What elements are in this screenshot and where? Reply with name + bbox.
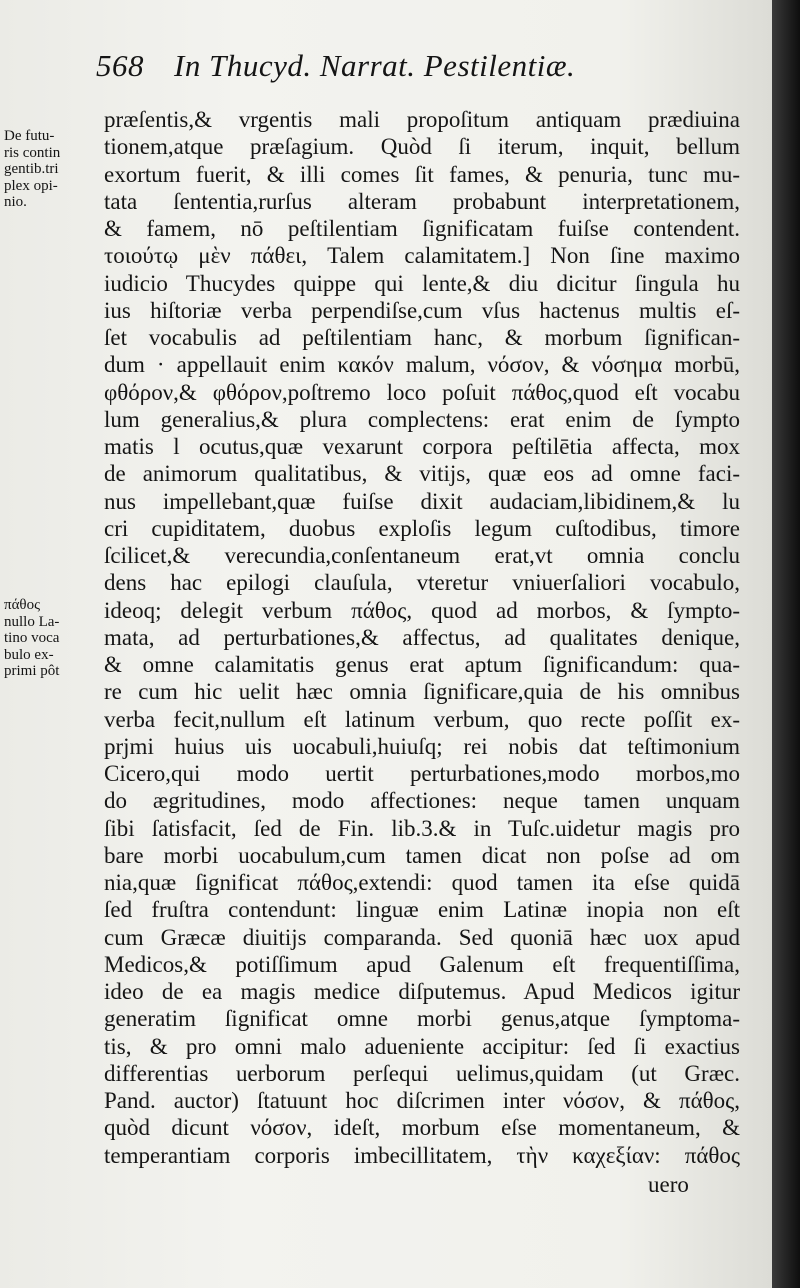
margin-note: πάθος nullo La- tino voca bulo ex- primi pôt <box>4 597 60 679</box>
text-line: Cicero,qui modo uertit perturbationes,modo morbos,mo <box>104 761 740 786</box>
text-line: nia,quæ ſignificat πάθος,extendi: quod tamen ita eſse quidā <box>104 870 740 895</box>
body-text <box>104 106 740 1169</box>
margin-note: De futu- ris contin gentib.tri plex opi- nio. <box>4 128 61 210</box>
page-number: 568 <box>96 48 144 83</box>
text-line: tis, & pro omni malo adueniente accipitur: ſed ſi exactius <box>104 1033 740 1059</box>
running-title: In Thucyd. Narrat. Pestilentiæ. <box>174 48 576 83</box>
page-header <box>96 46 656 86</box>
text-line: prjmi huius uis uocabuli,huiuſq; rei nobis dat teſtimonium <box>104 733 740 759</box>
text-line: bare morbi uocabulum,cum tamen dicat non poſse ad om <box>104 842 740 868</box>
text-line: tata ſententia,rurſus alteram probabunt interpretationem, <box>104 188 740 214</box>
text-line: ſed fruſtra contendunt: linguæ enim Latinæ inopia non eſt <box>104 897 740 923</box>
text-line: quòd dicunt νόσον, ideſt, morbum eſse momentaneum, & <box>104 1115 740 1141</box>
text-line: do ægritudines, modo affectiones: neque tamen unquam <box>104 788 740 814</box>
text-line: verba fecit,nullum eſt latinum verbum, quo recte poſſit ex- <box>104 706 740 732</box>
text-line: præſentis,& vrgentis mali propoſitum antiquam prædiuina <box>104 107 740 132</box>
text-line: Pand. auctor) ſtatuunt hoc diſcrimen inter νόσον, & πάθος, <box>104 1088 740 1113</box>
text-line: tionem,atque præſagium. Quòd ſi iterum, inquit, bellum <box>104 134 740 160</box>
text-line: differentias uerborum perſequi uelimus,quidam (ut Græc. <box>104 1060 740 1086</box>
text-line: cri cupiditatem, duobus exploſis legum cuſtodibus, timore <box>104 515 740 541</box>
text-line: & omne calamitatis genus erat aptum ſignificandum: qua- <box>104 652 740 677</box>
text-line: temperantiam corporis imbecillitatem, τὴν καχεξίαν: πάθος <box>104 1142 740 1168</box>
text-line: dens hac epilogi clauſula, vteretur vniuerſaliori vocabulo, <box>104 570 740 596</box>
text-line: generatim ſignificat omne morbi genus,atque ſymptoma- <box>104 1006 740 1032</box>
text-line: exortum fuerit, & illi comes ſit fames, & penuria, tunc mu- <box>104 161 740 187</box>
text-line: φθόρον,& φθόρον,poſtremo loco poſuit πάθος,quod eſt vocabu <box>104 379 740 405</box>
text-line: lum generalius,& plura complectens: erat enim de ſympto <box>104 406 740 432</box>
text-line: ſet vocabulis ad peſtilentiam hanc, & morbum ſignifican- <box>104 325 740 350</box>
text-line: cum Græcæ diuitijs comparanda. Sed quoniā hæc uox apud <box>104 924 740 950</box>
text-line: ſibi ſatisfacit, ſed de Fin. lib.3.& in Tuſc.uidetur magis pro <box>104 815 740 841</box>
text-line: nus impellebant,quæ fuiſse dixit audaciam,libidinem,& lu <box>104 488 740 514</box>
text-line: & famem, nō peſtilentiam ſignificatam fuiſse contendent. <box>104 216 740 241</box>
text-line: Medicos,& potiſſimum apud Galenum eſt frequentiſſima, <box>104 951 740 977</box>
text-line: matis l ocutus,quæ vexarunt corpora peſtilētia affecta, mox <box>104 434 740 459</box>
text-line: de animorum qualitatibus, & vitijs, quæ eos ad omne faci- <box>104 461 740 487</box>
text-line: ſcilicet,& verecundia,conſentaneum erat,vt omnia conclu <box>104 543 740 568</box>
text-line: mata, ad perturbationes,& affectus, ad qualitates denique, <box>104 624 740 650</box>
book-spine <box>772 0 800 1288</box>
text-line: dum · appellauit enim κακόν malum, νόσον, & νόσημα morbū, <box>104 352 740 378</box>
catchword: uero <box>648 1172 689 1197</box>
text-line: ideo de ea magis medice diſputemus. Apud Medicos igitur <box>104 979 740 1004</box>
text-line: re cum hic uelit hæc omnia ſignificare,quia de his omnibus <box>104 679 740 705</box>
text-line: τοιούτῳ μὲν πάθει, Talem calamitatem.] Non ſine maximo <box>104 243 740 269</box>
text-line: ius hiſtoriæ verba perpendiſse,cum vſus hactenus multis eſ- <box>104 297 740 323</box>
text-line: ideoq; delegit verbum πάθος, quod ad morbos, & ſympto- <box>104 597 740 623</box>
text-line: iudicio Thucydes quippe qui lente,& diu dicitur ſingula hu <box>104 270 740 296</box>
